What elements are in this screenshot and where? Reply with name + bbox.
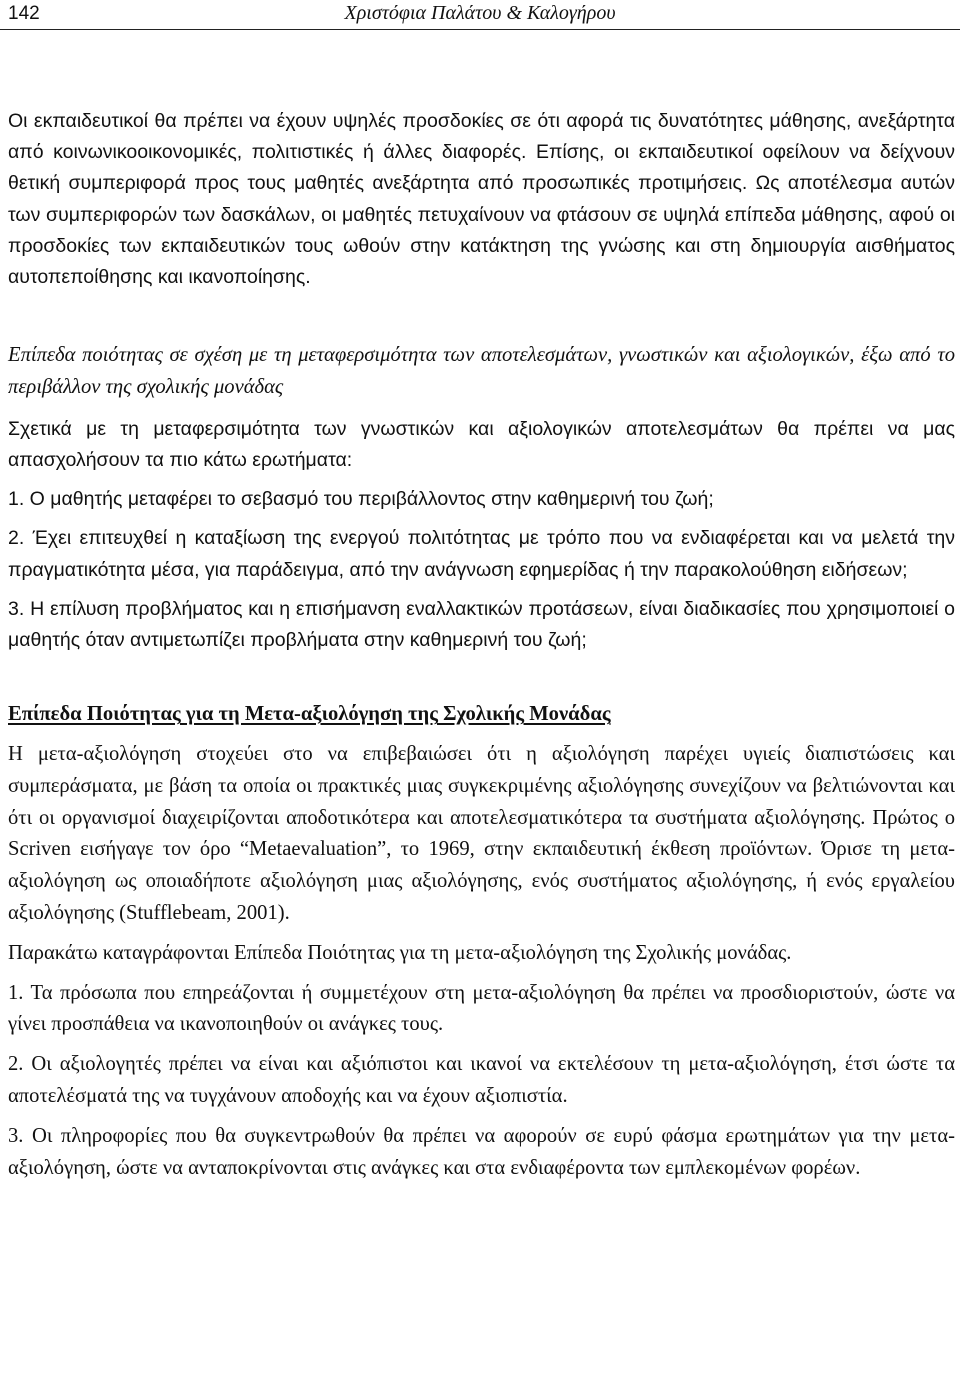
header-rule bbox=[0, 29, 960, 30]
paragraph-expectations: Οι εκπαιδευτικοί θα πρέπει να έχουν υψηλές προσδοκίες σε ότι αφορά τις δυνατότητες μάθησης, ανεξάρτητα από κοινωνικοοικονομικές, πολιτιστικές ή άλλες διαφορές. Επίσης, οι εκπαιδευτικοί οφείλουν να δείχνουν θετική συμπεριφορά προς τους μαθητές ανεξάρτητα από προσωπικές προτιμήσεις. Ως αποτέλεσμα αυτών των συμπεριφορών των δασκάλων, οι μαθητές πετυχαίνουν να φτάσουν σε υψηλά επίπεδα μάθησης, αφού οι προσδοκίες των εκπαιδευτικών τους ωθούν στην κατάκτηση της γνώσης και στη δημιουργία αισθήματος αυτοπεποίθησης και ικανοποίησης. bbox=[8, 110, 955, 289]
page-number: 142 bbox=[8, 3, 40, 24]
section-heading: Επίπεδα Ποιότητας για τη Μετα-αξιολόγηση της Σχολικής Μονάδας bbox=[8, 703, 611, 726]
list-item: 2. Οι αξιολογητές πρέπει να είναι και αξιόπιστοι και ικανοί να εκτελέσουν τη μετα-αξιολόγηση, έτσι ώστε τα αποτελέσματά της να τυγχάνουν αποδοχής και να έχουν αξιοπιστία. bbox=[8, 1053, 955, 1107]
paragraph-metaevaluation: Η μετα-αξιολόγηση στοχεύει στο να επιβεβαιώσει ότι η αξιολόγηση παρέχει υγιείς διαπιστώσεις και συμπεράσματα, με βάση τα οποία οι πρακτικές μιας συγκεκριμένης αξιολόγησης συνεχίζουν να βελτιώνονται και ότι οι οργανισμοί διαχειρίζονται αποδοτικότερα και αποτελεσματικότερα τα συστήματα αξιολόγησης. Πρώτος ο Scriven εισήγαγε τον όρο “Metaevaluation”, το 1969, στην εκπαιδευτική έκθεση προϊόντων. Όρισε τη μετα-αξιολόγηση ως οποιαδήποτε αξιολόγηση μιας αξιολόγησης, ενός συστήματος αξιολόγησης, ή ενός εργαλείου αξιολόγησης (Stufflebeam, 2001). bbox=[8, 743, 955, 925]
page-header bbox=[0, 0, 960, 29]
section-subheading: Επίπεδα ποιότητας σε σχέση με τη μεταφερσιμότητα των αποτελεσμάτων, γνωστικών και αξιολογικών, έξω από το περιβάλλον της σχολικής μονάδας bbox=[8, 344, 955, 399]
running-title: Χριστόφια Παλάτου & Καλογήρου bbox=[344, 2, 616, 24]
paragraph-transferability: Σχετικά με τη μεταφερσιμότητα των γνωστικών και αξιολογικών αποτελεσμάτων θα πρέπει να μας απασχολήσουν τα πιο κάτω ερωτήματα: bbox=[8, 417, 955, 472]
list-item: 1. Τα πρόσωπα που επηρεάζονται ή συμμετέχουν στη μετα-αξιολόγηση θα πρέπει να προσδιοριστούν, ώστε να γίνει προσπάθεια να ικανοποιηθούν οι ανάγκες τους. bbox=[8, 981, 955, 1036]
list-item: 3. Οι πληροφορίες που θα συγκεντρωθούν θα πρέπει να αφορούν σε ευρύ φάσμα ερωτημάτων για την μετα-αξιολόγηση, ώστε να ανταποκρίνονται στις ανάγκες και στα ενδιαφέροντα των εμπλεκομένων φορέων. bbox=[8, 1124, 955, 1179]
list-item: 2. Έχει επιτευχθεί η καταξίωση της ενεργού πολιτότητας με τρόπο που να ενδιαφέρεται και να μελετά την πραγματικότητα μέσα, για παράδειγμα, από την ανάγνωση εφημερίδας ή την παρακολούθηση ειδήσεων; bbox=[8, 527, 955, 581]
list-item: 1. Ο μαθητής μεταφέρει το σεβασμό του περιβάλλοντος στην καθημερινή του ζωή; bbox=[8, 488, 714, 511]
paragraph-quality-levels: Παρακάτω καταγράφονται Επίπεδα Ποιότητας για τη μετα-αξιολόγηση της Σχολικής μονάδας. bbox=[8, 941, 792, 964]
page-content bbox=[8, 106, 955, 1184]
list-item: 3. Η επίλυση προβλήματος και η επισήμανση εναλλακτικών προτάσεων, είναι διαδικασίες που χρησιμοποιεί ο μαθητής όταν αντιμετωπίζει προβλήματα στην καθημερινή του ζωή; bbox=[8, 597, 955, 652]
